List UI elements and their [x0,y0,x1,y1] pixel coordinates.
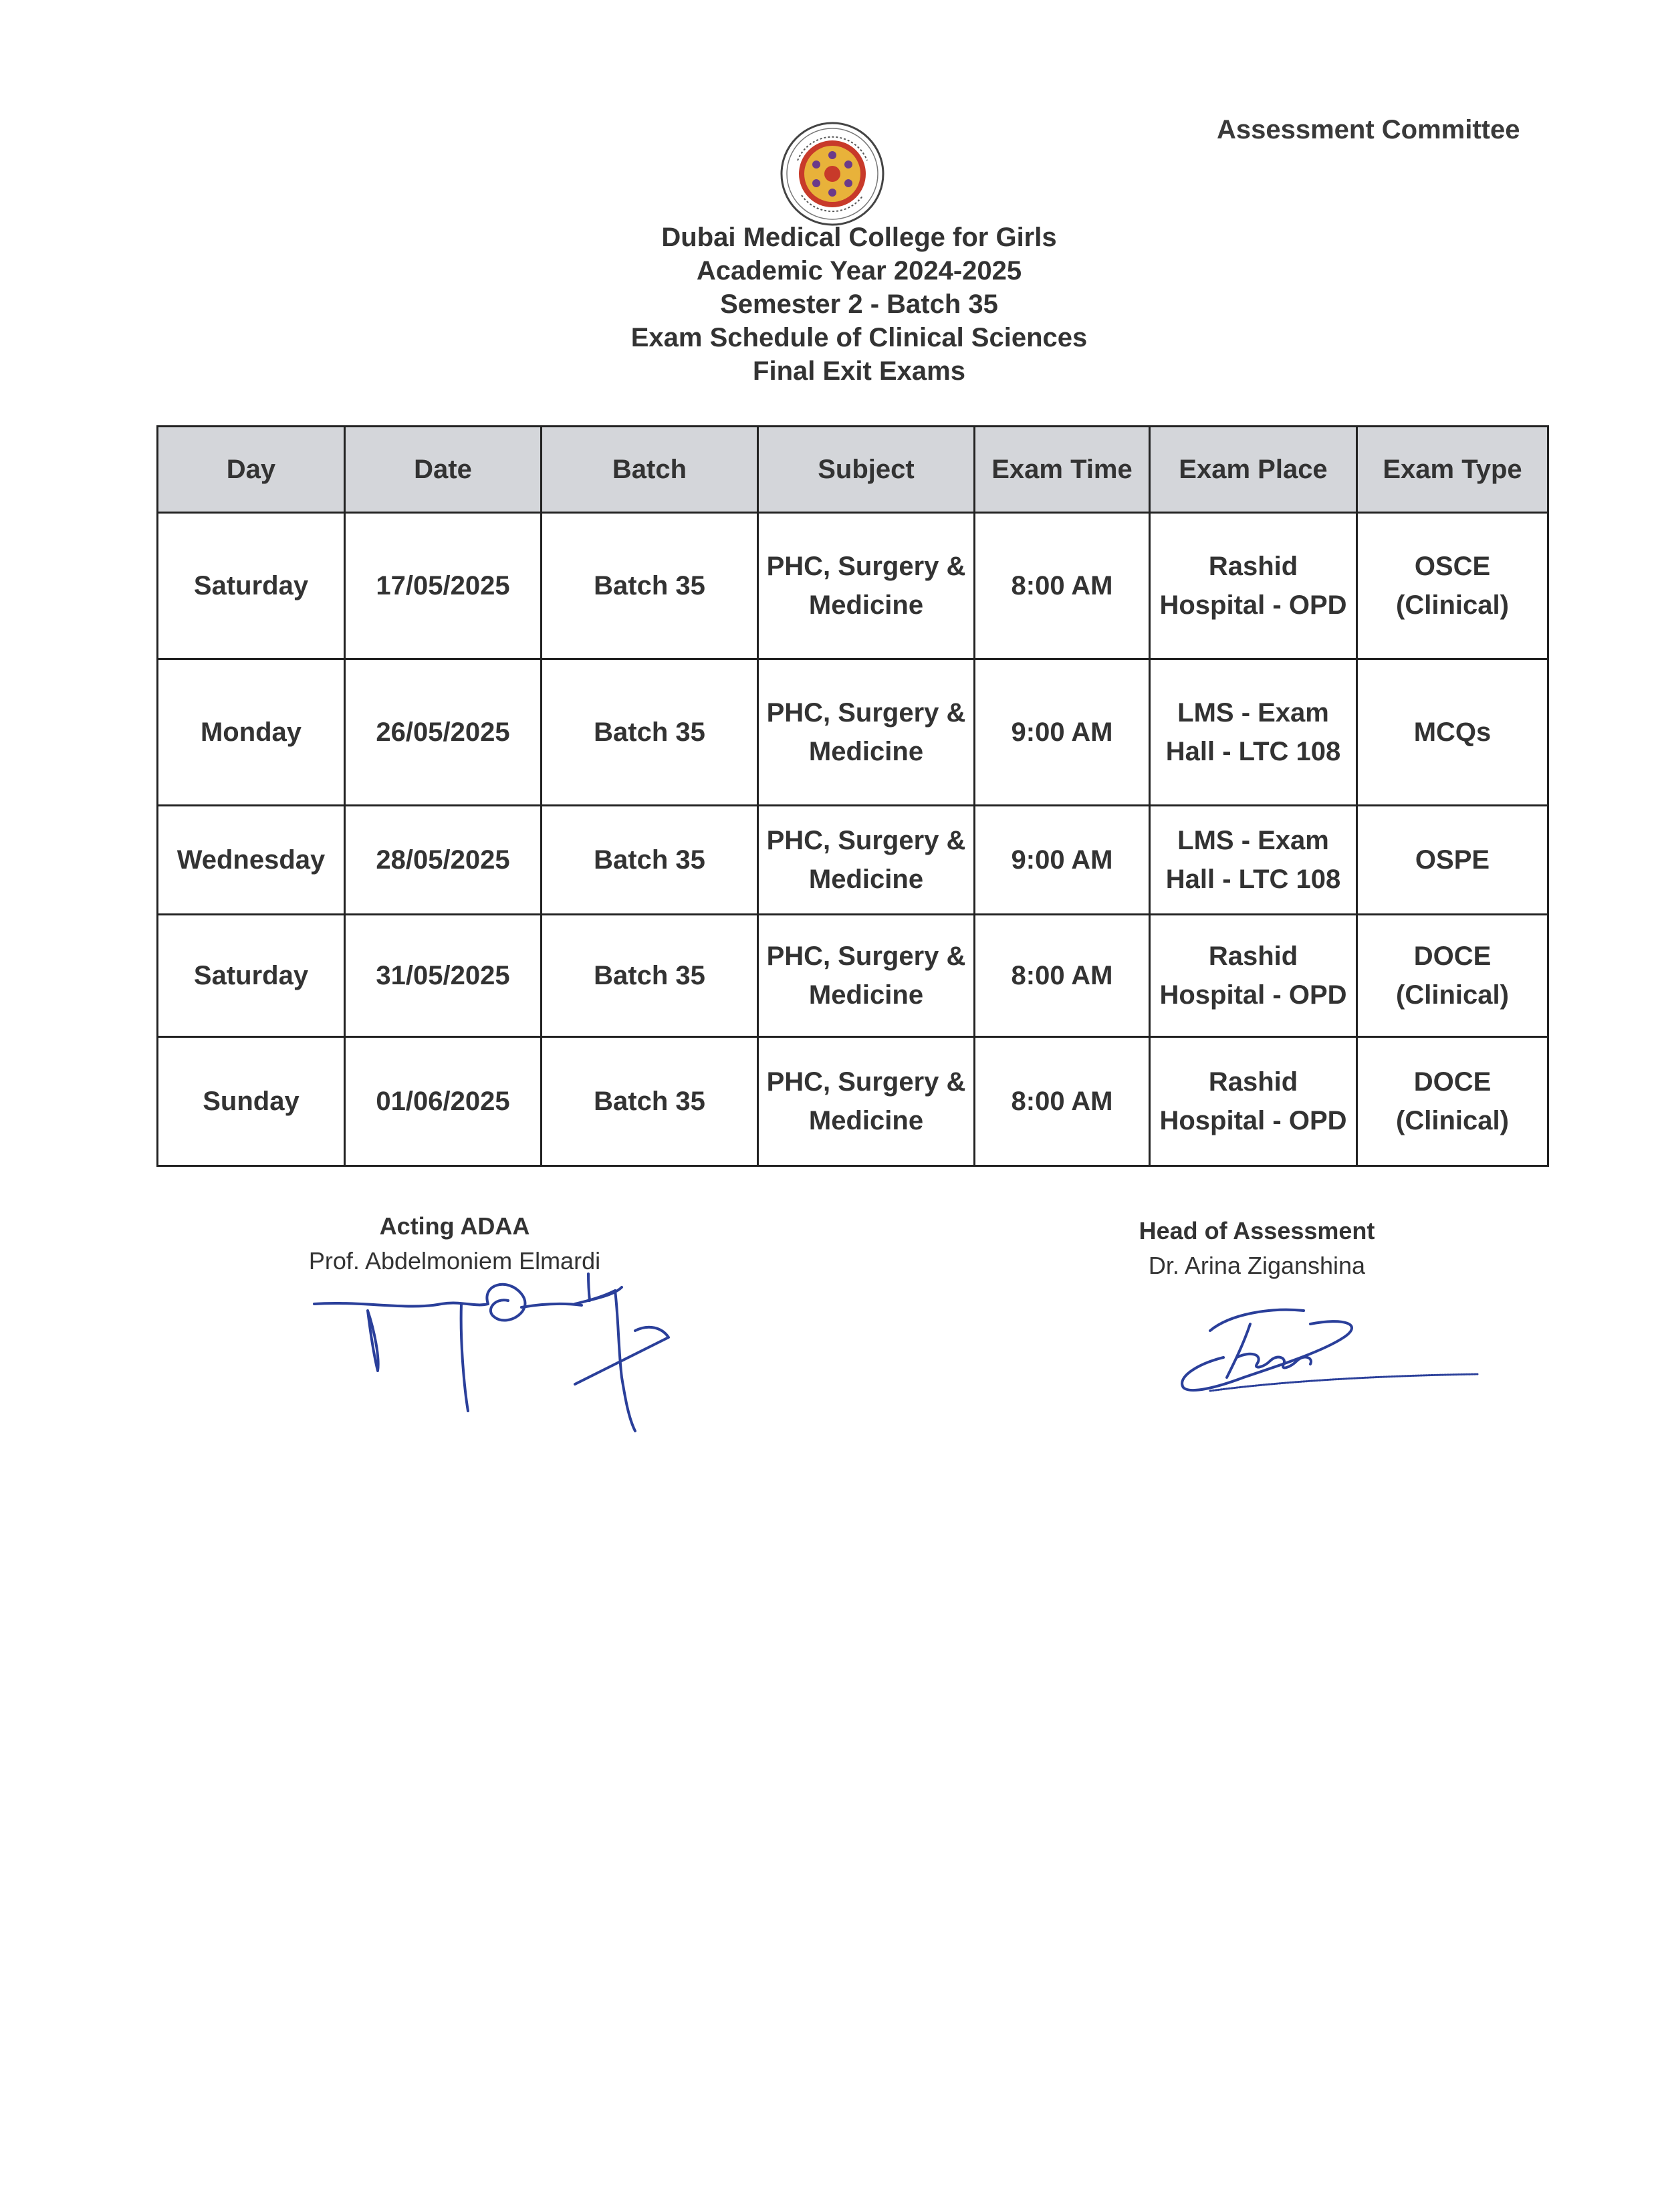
signature-left [308,1264,722,1464]
cell-place: Rashid Hospital - OPD [1150,1037,1357,1166]
signatory-left-name: Prof. Abdelmoniem Elmardi [308,1247,601,1275]
cell-time: 8:00 AM [975,513,1150,659]
cell-place: LMS - Exam Hall - LTC 108 [1150,806,1357,915]
cell-date: 17/05/2025 [345,513,542,659]
cell-day: Sunday [158,1037,345,1166]
cell-batch: Batch 35 [542,513,758,659]
semester-batch: Semester 2 - Batch 35 [720,290,998,319]
cell-batch: Batch 35 [542,1037,758,1166]
cell-place: LMS - Exam Hall - LTC 108 [1150,659,1357,806]
cell-batch: Batch 35 [542,806,758,915]
cell-batch: Batch 35 [542,659,758,806]
header-exam-time: Exam Time [975,427,1150,513]
cell-day: Saturday [158,513,345,659]
header-batch: Batch [542,427,758,513]
cell-date: 28/05/2025 [345,806,542,915]
table-row [158,1037,1548,1166]
table-row [158,806,1548,915]
cell-time: 8:00 AM [975,915,1150,1037]
table-row [158,659,1548,806]
cell-date: 26/05/2025 [345,659,542,806]
college-name: Dubai Medical College for Girls [661,223,1057,252]
signatory-right [1056,1214,1457,1283]
signatory-right-role: Head of Assessment [1139,1217,1375,1244]
header-day: Day [158,427,345,513]
cell-subject: PHC, Surgery & Medicine [758,1037,975,1166]
signature-right [1170,1297,1491,1411]
exam-category: Final Exit Exams [753,356,965,386]
cell-place: Rashid Hospital - OPD [1150,513,1357,659]
cell-day: Monday [158,659,345,806]
cell-date: 31/05/2025 [345,915,542,1037]
cell-type: MCQs [1357,659,1548,806]
schedule-title: Exam Schedule of Clinical Sciences [630,323,1088,352]
assessment-committee-label: Assessment Committee [1217,115,1520,144]
cell-subject: PHC, Surgery & Medicine [758,915,975,1037]
cell-type: OSPE [1357,806,1548,915]
header-exam-place: Exam Place [1150,427,1357,513]
document-heading [0,221,1658,388]
cell-subject: PHC, Surgery & Medicine [758,659,975,806]
cell-day: Saturday [158,915,345,1037]
cell-date: 01/06/2025 [345,1037,542,1166]
exam-schedule-table [156,425,1549,1167]
academic-year: Academic Year 2024-2025 [696,256,1022,286]
cell-type: DOCE (Clinical) [1357,1037,1548,1166]
header-exam-type: Exam Type [1357,427,1548,513]
cell-place: Rashid Hospital - OPD [1150,915,1357,1037]
cell-batch: Batch 35 [542,915,758,1037]
cell-subject: PHC, Surgery & Medicine [758,806,975,915]
header-date: Date [345,427,542,513]
cell-day: Wednesday [158,806,345,915]
signatory-right-name: Dr. Arina Ziganshina [1148,1252,1366,1279]
header-subject: Subject [758,427,975,513]
cell-time: 9:00 AM [975,806,1150,915]
signatory-left-role: Acting ADAA [379,1212,530,1240]
cell-time: 9:00 AM [975,659,1150,806]
cell-type: OSCE (Clinical) [1357,513,1548,659]
table-row [158,513,1548,659]
cell-time: 8:00 AM [975,1037,1150,1166]
cell-type: DOCE (Clinical) [1357,915,1548,1037]
table-header-row [158,427,1548,513]
cell-subject: PHC, Surgery & Medicine [758,513,975,659]
college-seal-logo [779,120,886,227]
table-row [158,915,1548,1037]
